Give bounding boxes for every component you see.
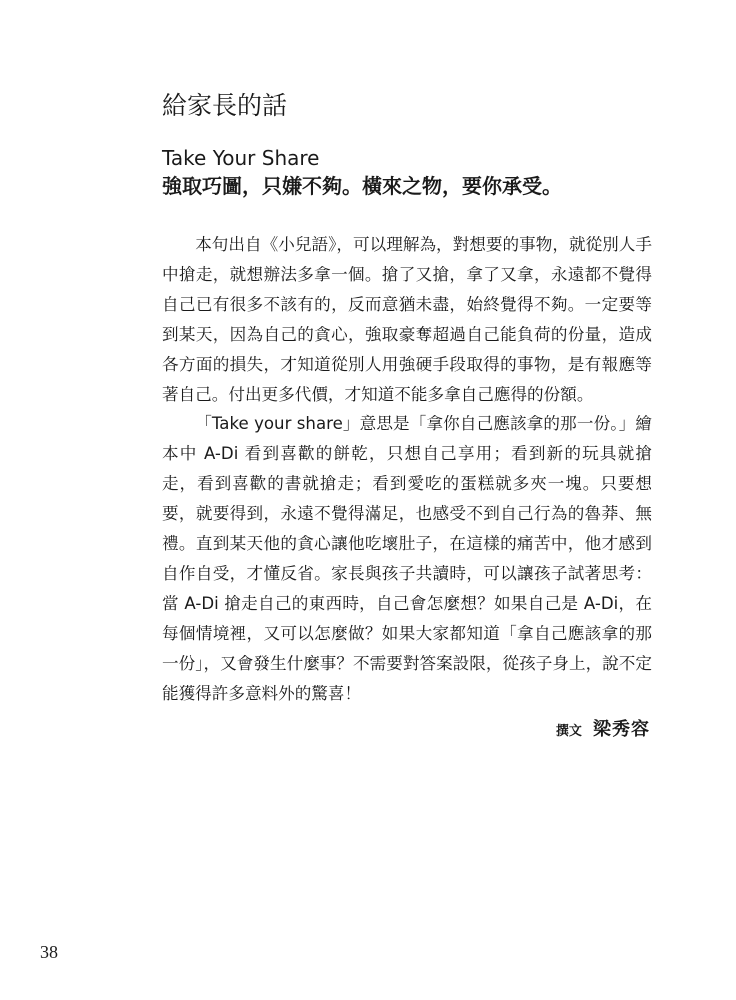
body-paragraph-1: 本句出自《小兒語》，可以理解為，對想要的事物，就從別人手中搶走，就想辦法多拿一個。搶了又搶，拿了又拿，永遠都不覺得自己已有很多不該有的，反而意猶未盡，始終覺得不夠。一定要等到某天，因為自己的貪心，強取豪奪超過自己能負荷的份量，造成各方面的損失，才知道從別人用強硬手段取得的事物，是有報應等著自己。付出更多代價，才知道不能多拿自己應得的份額。 xyxy=(162,235,652,404)
body-text xyxy=(162,230,652,709)
subtitle-chinese: 強取巧圖，只嫌不夠。橫來之物，要你承受。 xyxy=(162,174,562,198)
author-name: 梁秀容 xyxy=(593,719,650,740)
page-title: 給家長的話 xyxy=(162,91,288,120)
author-signature xyxy=(556,715,650,741)
signature-label: 撰文 xyxy=(555,724,582,739)
body-paragraph-2: 「Take your share」意思是「拿你自己應該拿的那一份。」繪本中 A-Di 看到喜歡的餅乾，只想自己享用；看到新的玩具就搶走，看到喜歡的書就搶走；看到愛吃的蛋糕就多夾一塊。只要想要，就要得到，永遠不覺得滿足，也感受不到自己行為的魯莽、無禮。直到某天他的貪心讓他吃壞肚子，在這樣的痛苦中，他才感到自作自受，才懂反省。家長與孩子共讀時，可以讓孩子試著思考：當 A-Di 搶走自己的東西時，自己會怎麼想？如果自己是 A-Di，在每個情境裡，又可以怎麼做？如果大家都知道「拿自己應該拿的那一份」，又會發生什麼事？不需要對答案設限，從孩子身上，說不定能獲得許多意料外的驚喜！ xyxy=(162,414,652,703)
page-number: 38 xyxy=(40,942,58,962)
subtitle-english: Take Your Share xyxy=(162,146,320,170)
